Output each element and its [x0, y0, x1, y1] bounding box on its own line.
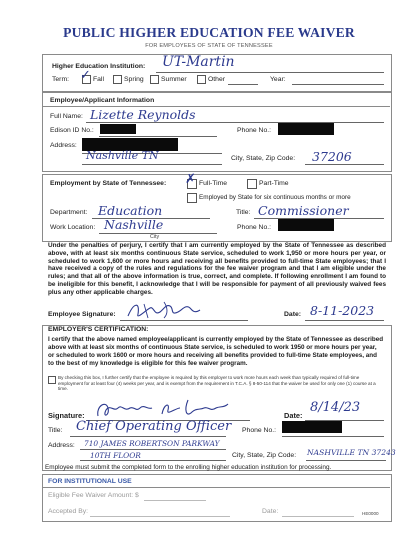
employer-date-label: Date:	[284, 411, 303, 420]
six-months-checkbox[interactable]	[187, 193, 197, 203]
certification-text: Under the penalties of perjury, I certify that I am currently employed by the State of Tennessee as described above, with at least six months continuous State service, scheduled to work 1,950 or more hours per year, or scheduled to work 1,600 or more hours and receiving all benefits provided to full-time State employees; that I have received a copy of the rules and regulations for the fee waiver program and that I am eligible under the rules; and that all of the above information is true, correct, and complete. If following enrollment I am found to be ineligible for this benefit, I acknowledge that I will be responsible for payment of all previously waived fees plus any other applicable charges.	[48, 242, 386, 296]
term-other-label: Other	[208, 76, 225, 83]
employment-phone-label: Phone No.:	[237, 224, 272, 231]
institution-line	[156, 72, 384, 73]
term-summer-checkbox[interactable]	[150, 75, 159, 84]
address-value[interactable]: Nashville TN	[86, 149, 159, 162]
employer-exempt-checkbox[interactable]	[48, 376, 56, 384]
employer-csz-label: City, State, Zip Code:	[232, 452, 297, 459]
employee-date-label: Date:	[284, 311, 301, 318]
term-other-checkbox[interactable]	[197, 75, 206, 84]
department-label: Department:	[50, 209, 88, 216]
employment-title-label: Title:	[236, 209, 251, 216]
submission-note: Employee must submit the completed form to the enrolling higher education institution for processing.	[45, 464, 332, 471]
employer-title-value[interactable]: Chief Operating Officer	[76, 419, 232, 434]
part-time-checkbox[interactable]	[247, 179, 257, 189]
employer-address-line1-value[interactable]: 710 JAMES ROBERTSON PARKWAY	[84, 439, 220, 448]
institutional-date-label: Date:	[262, 508, 279, 515]
employment-heading: Employment by State of Tennessee:	[50, 180, 167, 187]
employer-phone-line	[282, 436, 384, 437]
employee-signature-image[interactable]	[124, 298, 204, 322]
edison-label: Edison ID No.:	[50, 127, 94, 134]
employee-date-line	[305, 320, 384, 321]
applicant-zip[interactable]: 37206	[312, 149, 352, 164]
applicant-heading: Employee/Applicant Information	[50, 97, 155, 104]
edison-line	[99, 136, 217, 137]
edison-redaction	[100, 124, 136, 134]
full-time-checkmark: ✗	[185, 172, 196, 187]
institutional-heading-rule	[42, 487, 390, 488]
full-name-value[interactable]: Lizette Reynolds	[90, 107, 196, 122]
employer-date-value[interactable]: 8/14/23	[310, 400, 361, 415]
city-caption: City	[150, 234, 160, 240]
employer-title-label: Title:	[48, 427, 63, 434]
employer-phone-redaction	[282, 421, 342, 433]
term-fall-label: Fall	[93, 76, 104, 83]
employer-title-line	[70, 436, 226, 437]
accepted-by-label: Accepted By:	[48, 508, 89, 515]
fee-amount-label: Eligible Fee Waiver Amount: $	[48, 492, 139, 499]
employee-signature-label: Employee Signature:	[48, 311, 116, 318]
form-code: HE0000	[362, 511, 379, 516]
full-name-line	[86, 122, 384, 123]
institutional-heading: FOR INSTITUTIONAL USE	[48, 478, 132, 485]
employer-phone-label: Phone No.:	[242, 427, 277, 434]
term-spring-checkbox[interactable]	[113, 75, 122, 84]
address-line-2	[82, 164, 222, 165]
applicant-phone-redaction	[278, 123, 334, 135]
term-summer-label: Summer	[161, 76, 187, 83]
employer-address-line-1	[80, 449, 226, 450]
work-location-value[interactable]: Nashville	[104, 217, 164, 232]
employer-address-line2-value[interactable]: 10TH FLOOR	[90, 451, 141, 460]
year-line	[292, 84, 384, 85]
employer-heading: EMPLOYER'S CERTIFICATION:	[48, 326, 149, 333]
employer-csz-line	[306, 460, 386, 461]
employer-signature-label: Signature:	[48, 411, 85, 420]
institutional-date-line	[282, 516, 354, 517]
employer-csz-value[interactable]: NASHVILLE TN 37243	[307, 448, 396, 457]
year-label: Year:	[270, 76, 286, 83]
term-fall-checkmark: ✓	[80, 68, 91, 83]
fee-amount-line	[144, 500, 206, 501]
full-name-label: Full Name:	[50, 113, 83, 120]
employer-text: I certify that the above named employee/applicant is currently employed by the State of Tennessee as described above with at least six months of continuous State service, is scheduled to work 1950 or more hours per year, or scheduled to work 1600 or more hours and receiving all benefits provided to full-time State employees, and to the best of my knowledge is eligible for this fee waiver program.	[48, 336, 384, 367]
term-spring-label: Spring	[124, 76, 144, 83]
employee-date-value[interactable]: 8-11-2023	[310, 303, 375, 318]
employment-phone-redaction	[278, 219, 334, 231]
form-subtitle: FOR EMPLOYEES OF STATE OF TENNESSEE	[145, 43, 273, 49]
form-title: PUBLIC HIGHER EDUCATION FEE WAIVER	[63, 25, 355, 40]
accepted-by-line	[90, 516, 230, 517]
department-value[interactable]: Education	[98, 203, 163, 218]
employment-title-value[interactable]: Commissioner	[258, 203, 349, 218]
applicant-csz-label: City, State, Zip Code:	[231, 155, 296, 162]
applicant-csz-line	[305, 164, 384, 165]
institution-value[interactable]: UT-Martin	[162, 54, 235, 70]
term-label: Term:	[52, 76, 69, 83]
employer-check-note: By checking this box, I further certify that the employee is required by this employer to work more hours each week than typically required of full-time employment for at least four (4) weeks per year, and is exempt from the requirement in T.C.A. § 8-50-114 that the waiver be used for only one (1) course at a time.	[58, 375, 376, 392]
employer-address-label: Address:	[48, 442, 75, 449]
address-label: Address:	[50, 142, 77, 149]
full-time-label: Full-Time	[199, 180, 228, 187]
term-other-line	[228, 84, 258, 85]
applicant-phone-label: Phone No.:	[237, 127, 272, 134]
institution-label: Higher Education Institution:	[52, 63, 146, 70]
part-time-label: Part-Time	[259, 180, 289, 187]
work-location-label: Work Location:	[50, 224, 96, 231]
six-months-label: Employed by State for six continuous months or more	[199, 194, 351, 201]
employer-address-line-2	[80, 460, 226, 461]
